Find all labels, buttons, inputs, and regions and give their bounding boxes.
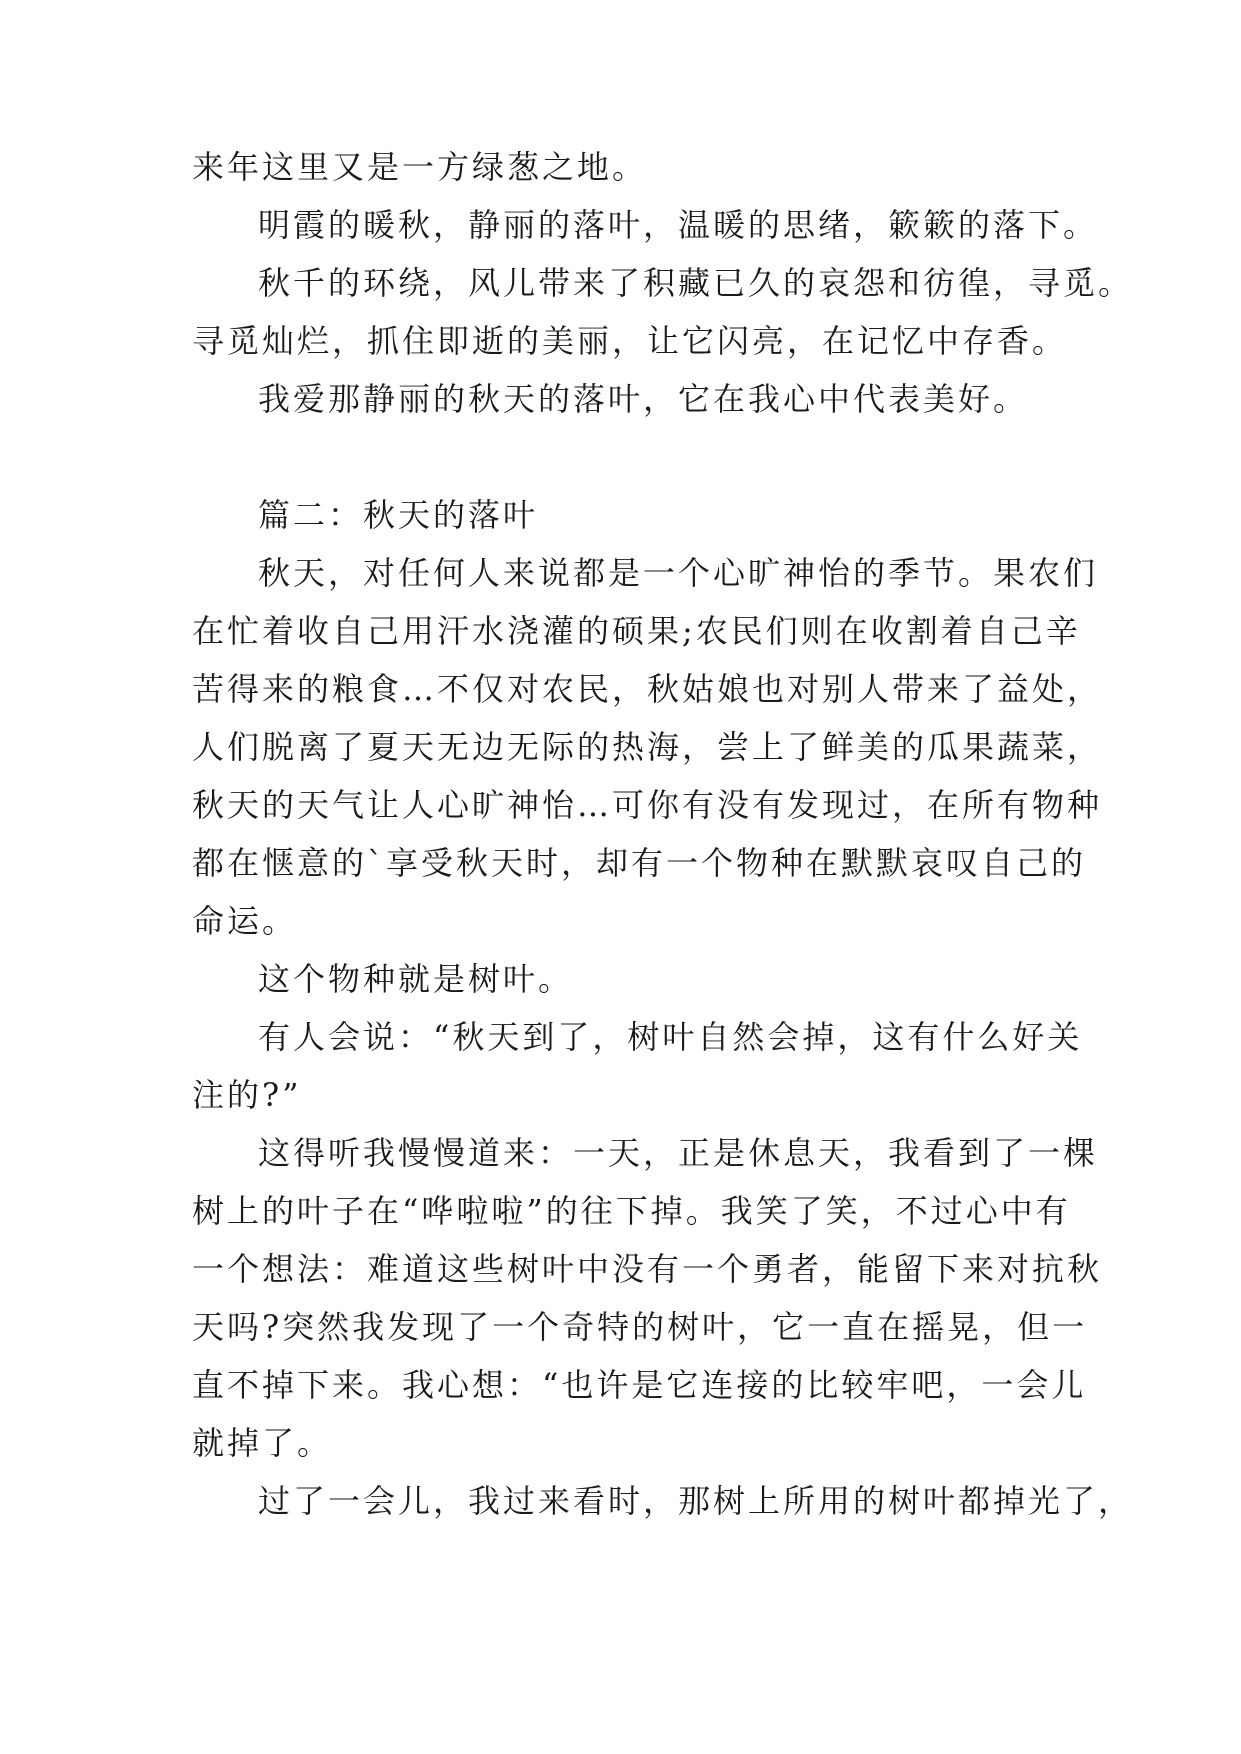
text-line: 我爱那静丽的秋天的落叶，它在我心中代表美好。 xyxy=(258,380,1029,418)
text-line: 在忙着收自己用汗水浇灌的硕果;农民们则在收割着自己辛 xyxy=(192,612,1081,650)
text-line: 一个想法：难道这些树叶中没有一个勇者，能留下来对抗秋 xyxy=(192,1250,1103,1288)
text-line: 人们脱离了夏天无边无际的热海，尝上了鲜美的瓜果蔬菜， xyxy=(192,728,1103,766)
text-line: 秋千的环绕，风儿带来了积藏已久的哀怨和彷徨，寻觅。 xyxy=(258,264,1134,302)
text-line: 这个物种就是树叶。 xyxy=(258,960,574,998)
text-line: 都在惬意的`享受秋天时，却有一个物种在默默哀叹自己的 xyxy=(192,844,1087,882)
text-line: 寻觅灿烂，抓住即逝的美丽，让它闪亮，在记忆中存香。 xyxy=(192,322,1068,360)
text-line: 树上的叶子在“哗啦啦”的往下掉。我笑了笑，不过心中有 xyxy=(192,1192,1071,1230)
text-line: 天吗?突然我发现了一个奇特的树叶，它一直在摇晃，但一 xyxy=(192,1308,1088,1346)
text-line: 命运。 xyxy=(192,902,298,940)
text-line: 秋天的天气让人心旷神怡…可你有没有发现过，在所有物种 xyxy=(192,786,1103,824)
text-line: 来年这里又是一方绿葱之地。 xyxy=(192,148,648,186)
text-line: 就掉了。 xyxy=(192,1424,333,1462)
text-line: 过了一会儿，我过来看时，那树上所用的树叶都掉光了， xyxy=(258,1482,1134,1520)
text-line: 苦得来的粮食…不仅对农民，秋姑娘也对别人带来了益处， xyxy=(192,670,1103,708)
text-line: 注的?” xyxy=(192,1076,302,1114)
text-line: 有人会说：“秋天到了，树叶自然会掉，这有什么好关 xyxy=(258,1018,1083,1056)
text-line: 明霞的暖秋，静丽的落叶，温暖的思绪，簌簌的落下。 xyxy=(258,206,1099,244)
text-line: 这得听我慢慢道来：一天，正是休息天，我看到了一棵 xyxy=(258,1134,1099,1172)
section-heading: 篇二：秋天的落叶 xyxy=(258,496,539,534)
text-line: 直不掉下来。我心想：“也许是它连接的比较牢吧，一会儿 xyxy=(192,1366,1087,1404)
text-line: 秋天，对任何人来说都是一个心旷神怡的季节。果农们 xyxy=(258,554,1099,592)
